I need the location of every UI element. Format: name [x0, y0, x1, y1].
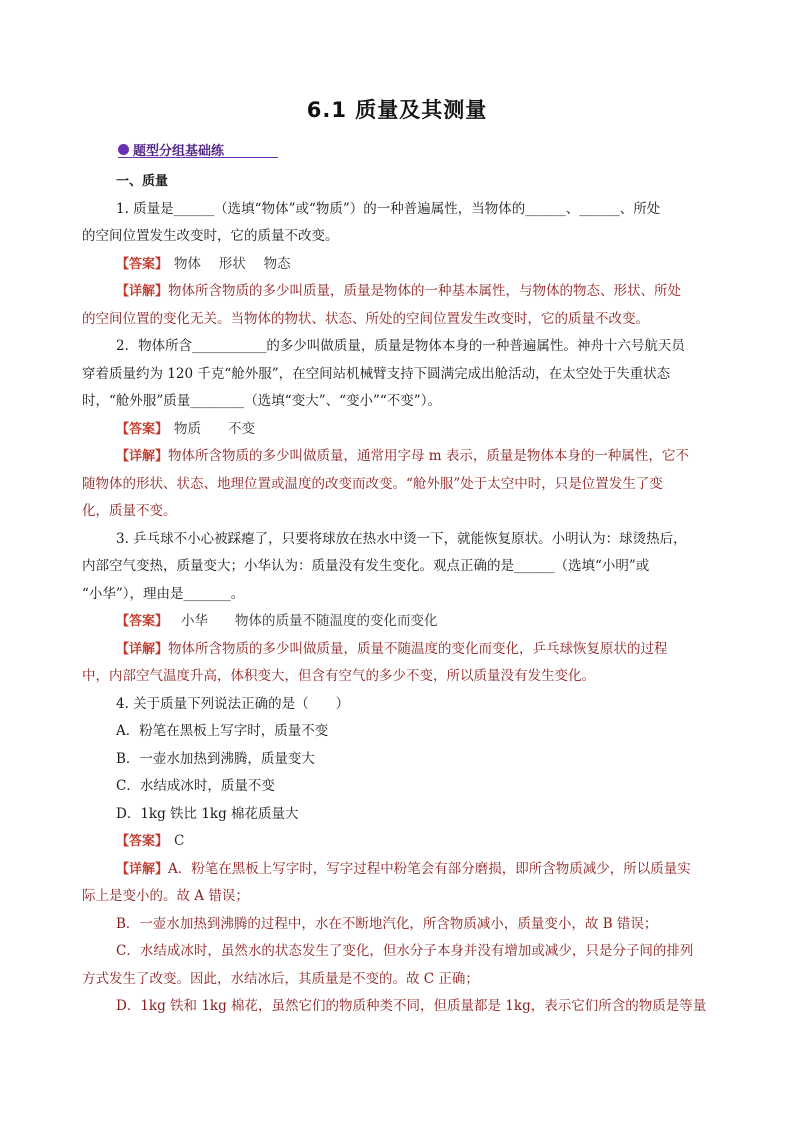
- detail-line: [82, 636, 708, 664]
- question-line: 穿着质量约为 120 千克“舱外服”，在空间站机械臂支持下圆满完成出舱活动，在太空处于失重状态: [82, 365, 671, 382]
- detail-label: 【详解】: [116, 861, 169, 877]
- detail-label: 【详解】: [116, 284, 169, 299]
- question-line: 4. 关于质量下列说法正确的是（ ）: [116, 695, 350, 712]
- detail-text: 物体所含物质的多少叫做质量，通常用字母 m 表示，质量是物体本身的一种属性，它不: [168, 448, 689, 464]
- answer-label: 【答案】: [116, 421, 169, 437]
- question-line: 2．物体所含___________的多少叫做质量，质量是物体本身的一种普遍属性。神舟十六号航天员: [116, 338, 685, 354]
- detail-label: 【详解】: [116, 449, 169, 464]
- question-line: “小华”），理由是_______。: [82, 585, 245, 602]
- question-line: B．一壶水加热到沸腾，质量变大: [116, 750, 315, 767]
- answer-line: [82, 251, 708, 279]
- detail-line: [82, 278, 708, 306]
- detail-line: 的空间位置的变化无关。当物体的物状、状态、所处的空间位置发生改变时，它的质量不改变。: [82, 310, 649, 327]
- answer-line: [82, 828, 708, 856]
- detail-line: 中，内部空气温度升高，体积变大，但含有空气的多少不变，所以质量没有发生变化。: [82, 668, 595, 684]
- answer-text: 物体 形状 物态: [174, 255, 291, 272]
- question-line: D．1kg 铁比 1kg 棉花质量大: [116, 805, 299, 822]
- detail-line: [82, 443, 708, 471]
- question-line: 时，“舱外服”质量________（选填“变大”、“变小”“不变”）。: [82, 393, 441, 409]
- document-body: [82, 168, 708, 1021]
- detail-text: 物体所含物质的多少叫质量，质量是物体的一种基本属性，与物体的物态、形状、所处: [168, 283, 682, 299]
- answer-label: 【答案】: [116, 834, 169, 849]
- detail-line: D．1kg 铁和 1kg 棉花，虽然它们的物质种类不同，但质量都是 1kg，表示它们所含的物质是等量: [116, 998, 707, 1014]
- page-title: 6.1 质量及其测量: [306, 98, 488, 122]
- detail-line: 随物体的形状、状态、地理位置或温度的改变而改变。“舱外服”处于太空中时，只是位置发生了变: [82, 475, 663, 492]
- detail-line: [82, 856, 708, 884]
- question-line: A．粉笔在黑板上写字时，质量不变: [116, 723, 329, 739]
- section-tag-underline: [118, 157, 278, 158]
- detail-text: A．粉笔在黑板上写字时，写字过程中粉笔会有部分磨损，即所含物质减少，所以质量实: [168, 860, 691, 877]
- detail-line: 化，质量不变。: [82, 503, 177, 519]
- question-line: 3. 乒乓球不小心被踩瘪了，只要将球放在热水中烫一下，就能恢复原状。小明认为：球烫热后，: [116, 530, 687, 547]
- section-heading: 一、质量: [116, 174, 169, 189]
- detail-text: 物体所含物质的多少叫做质量，质量不随温度的变化而变化，乒乓球恢复原状的过程: [168, 640, 668, 657]
- detail-line: C．水结成冰时，虽然水的状态发生了变化，但水分子本身并没有增加或减少，只是分子间的排列: [116, 943, 694, 959]
- answer-text: 物质 不变: [174, 420, 256, 437]
- detail-line: 方式发生了改变。因此，水结冰后，其质量是不变的。故 C 正确；: [82, 970, 479, 987]
- answer-text: 小华 物体的质量不随温度的变化而变化: [167, 613, 438, 629]
- question-line: 的空间位置发生改变时，它的质量不改变。: [82, 228, 339, 244]
- bullet-dot-icon: [118, 144, 129, 155]
- answer-label: 【答案】: [116, 614, 162, 629]
- answer-label: 【答案】: [116, 256, 169, 272]
- detail-line: B．一壶水加热到沸腾的过程中，水在不断地汽化，所含物质减小，质量变小，故 B 错误；: [116, 915, 658, 932]
- answer-line: [82, 416, 708, 444]
- question-line: C．水结成冰时，质量不变: [116, 778, 275, 794]
- answer-text: C: [174, 833, 185, 849]
- detail-line: 际上是变小的。故 A 错误；: [82, 888, 249, 904]
- question-line: 内部空气变热，质量变大；小华认为：质量没有发生变化。观点正确的是______（选填“小明”或: [82, 558, 650, 574]
- section-tag-label: 题型分组基础练: [133, 144, 225, 159]
- question-line: 1. 质量是______（选填“物体”或“物质”）的一种普遍属性，当物体的______、______、所处: [116, 200, 661, 217]
- answer-line: [82, 608, 708, 636]
- detail-label: 【详解】: [116, 641, 169, 657]
